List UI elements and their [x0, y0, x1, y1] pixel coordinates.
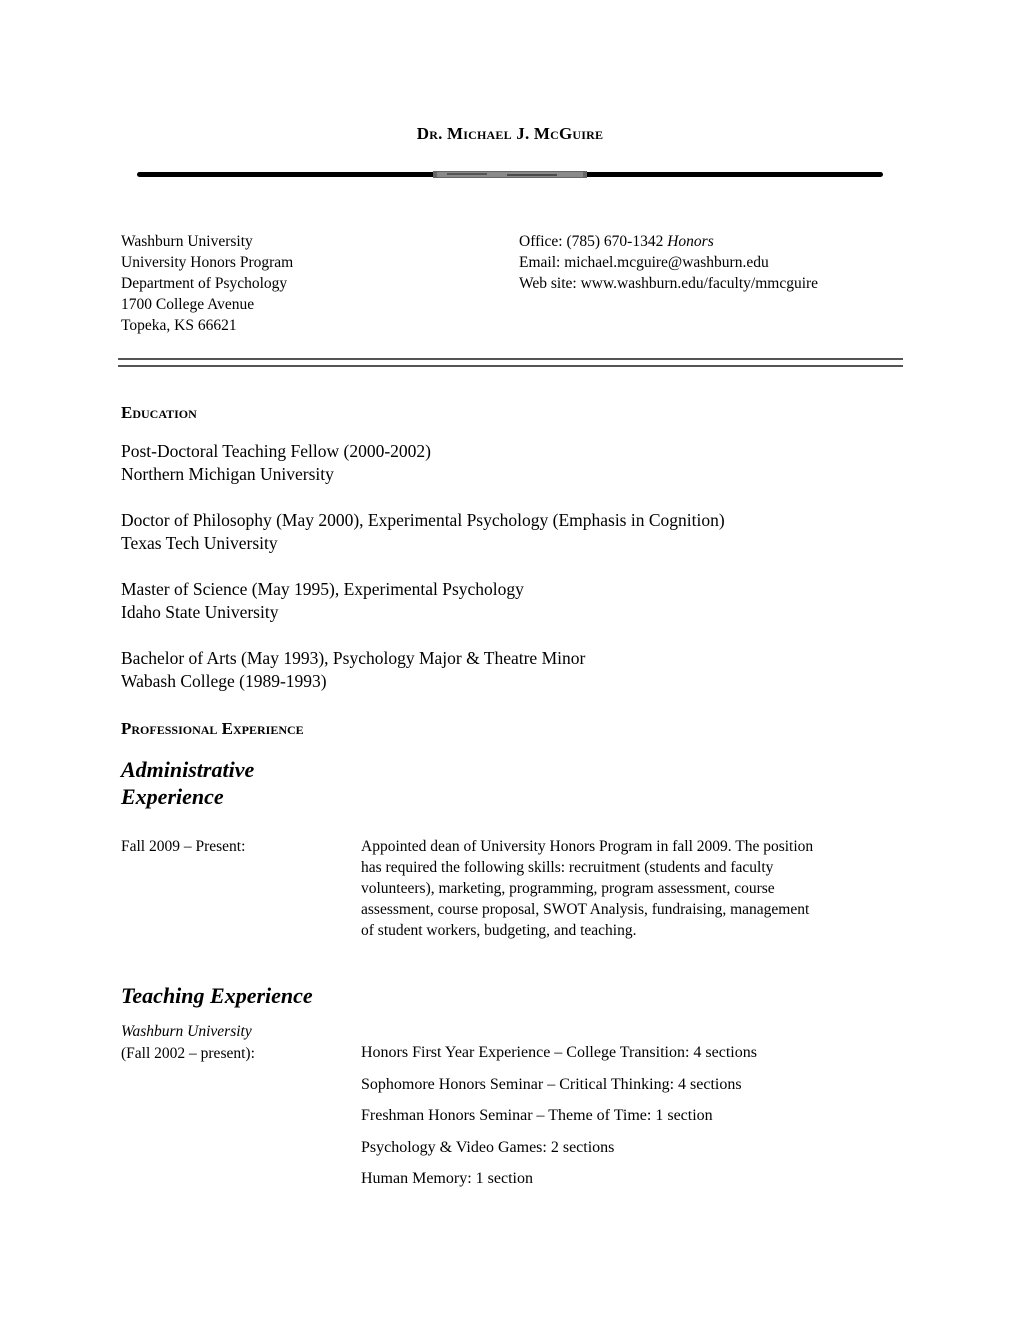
office-phone: Office: (785) 670-1342: [519, 233, 664, 250]
professional-experience-heading: Professional Experience: [121, 719, 304, 738]
contact-address-block: [121, 231, 293, 336]
education-entry: [121, 647, 585, 693]
administrative-experience-heading: [121, 756, 254, 810]
teaching-institution: Washburn University: [121, 1023, 252, 1040]
course-item: Honors First Year Experience – College Transition: 4 sections: [361, 1044, 757, 1061]
contact-office: [519, 231, 818, 252]
education-degree: Bachelor of Arts (May 1993), Psychology Major & Theatre Minor: [121, 648, 586, 668]
administrative-date: Fall 2009 – Present:: [121, 838, 246, 855]
decorative-header-rule: [137, 171, 883, 178]
description-line: assessment, course proposal, SWOT Analysis, fundraising, management: [361, 901, 810, 918]
resume-name: Dr. Michael J. McGuire: [416, 124, 604, 143]
education-entry: [121, 578, 524, 624]
course-item: Sophomore Honors Seminar – Critical Thinking: 4 sections: [361, 1076, 742, 1093]
education-school: Idaho State University: [121, 602, 279, 622]
contact-city: Topeka, KS 66621: [121, 317, 237, 334]
contact-email[interactable]: Email: michael.mcguire@washburn.edu: [519, 254, 769, 271]
contact-details-block: [519, 231, 818, 294]
contact-street: 1700 College Avenue: [121, 296, 255, 313]
education-heading: Education: [121, 403, 197, 422]
administrative-heading-line1: Administrative: [121, 757, 255, 782]
description-line: Appointed dean of University Honors Program in fall 2009. The position: [361, 838, 814, 855]
education-school: Northern Michigan University: [121, 464, 334, 484]
contact-department: Department of Psychology: [121, 275, 288, 292]
teaching-period: (Fall 2002 – present):: [121, 1045, 255, 1062]
course-item: Psychology & Video Games: 2 sections: [361, 1139, 615, 1156]
course-item: Human Memory: 1 section: [361, 1170, 533, 1187]
contact-website[interactable]: Web site: www.washburn.edu/faculty/mmcguire: [519, 275, 819, 292]
description-line: has required the following skills: recruitment (students and faculty: [361, 859, 774, 876]
administrative-description: [361, 836, 921, 941]
administrative-heading-line2: Experience: [121, 784, 224, 809]
education-school: Texas Tech University: [121, 533, 278, 553]
education-degree: Post-Doctoral Teaching Fellow (2000-2002): [121, 441, 431, 461]
education-degree: Doctor of Philosophy (May 2000), Experimental Psychology (Emphasis in Cognition): [121, 510, 725, 530]
description-line: of student workers, budgeting, and teaching.: [361, 922, 637, 939]
section-divider: [118, 358, 903, 367]
office-honors: Honors: [667, 233, 714, 250]
education-school: Wabash College (1989-1993): [121, 671, 327, 691]
teaching-experience-heading: Teaching Experience: [121, 983, 313, 1008]
education-entry: [121, 440, 431, 486]
contact-institution: Washburn University: [121, 233, 253, 250]
course-item: Freshman Honors Seminar – Theme of Time: 1 section: [361, 1107, 713, 1124]
description-line: volunteers), marketing, programming, program assessment, course: [361, 880, 775, 897]
contact-program: University Honors Program: [121, 254, 294, 271]
education-entry: [121, 509, 725, 555]
education-degree: Master of Science (May 1995), Experimental Psychology: [121, 579, 524, 599]
